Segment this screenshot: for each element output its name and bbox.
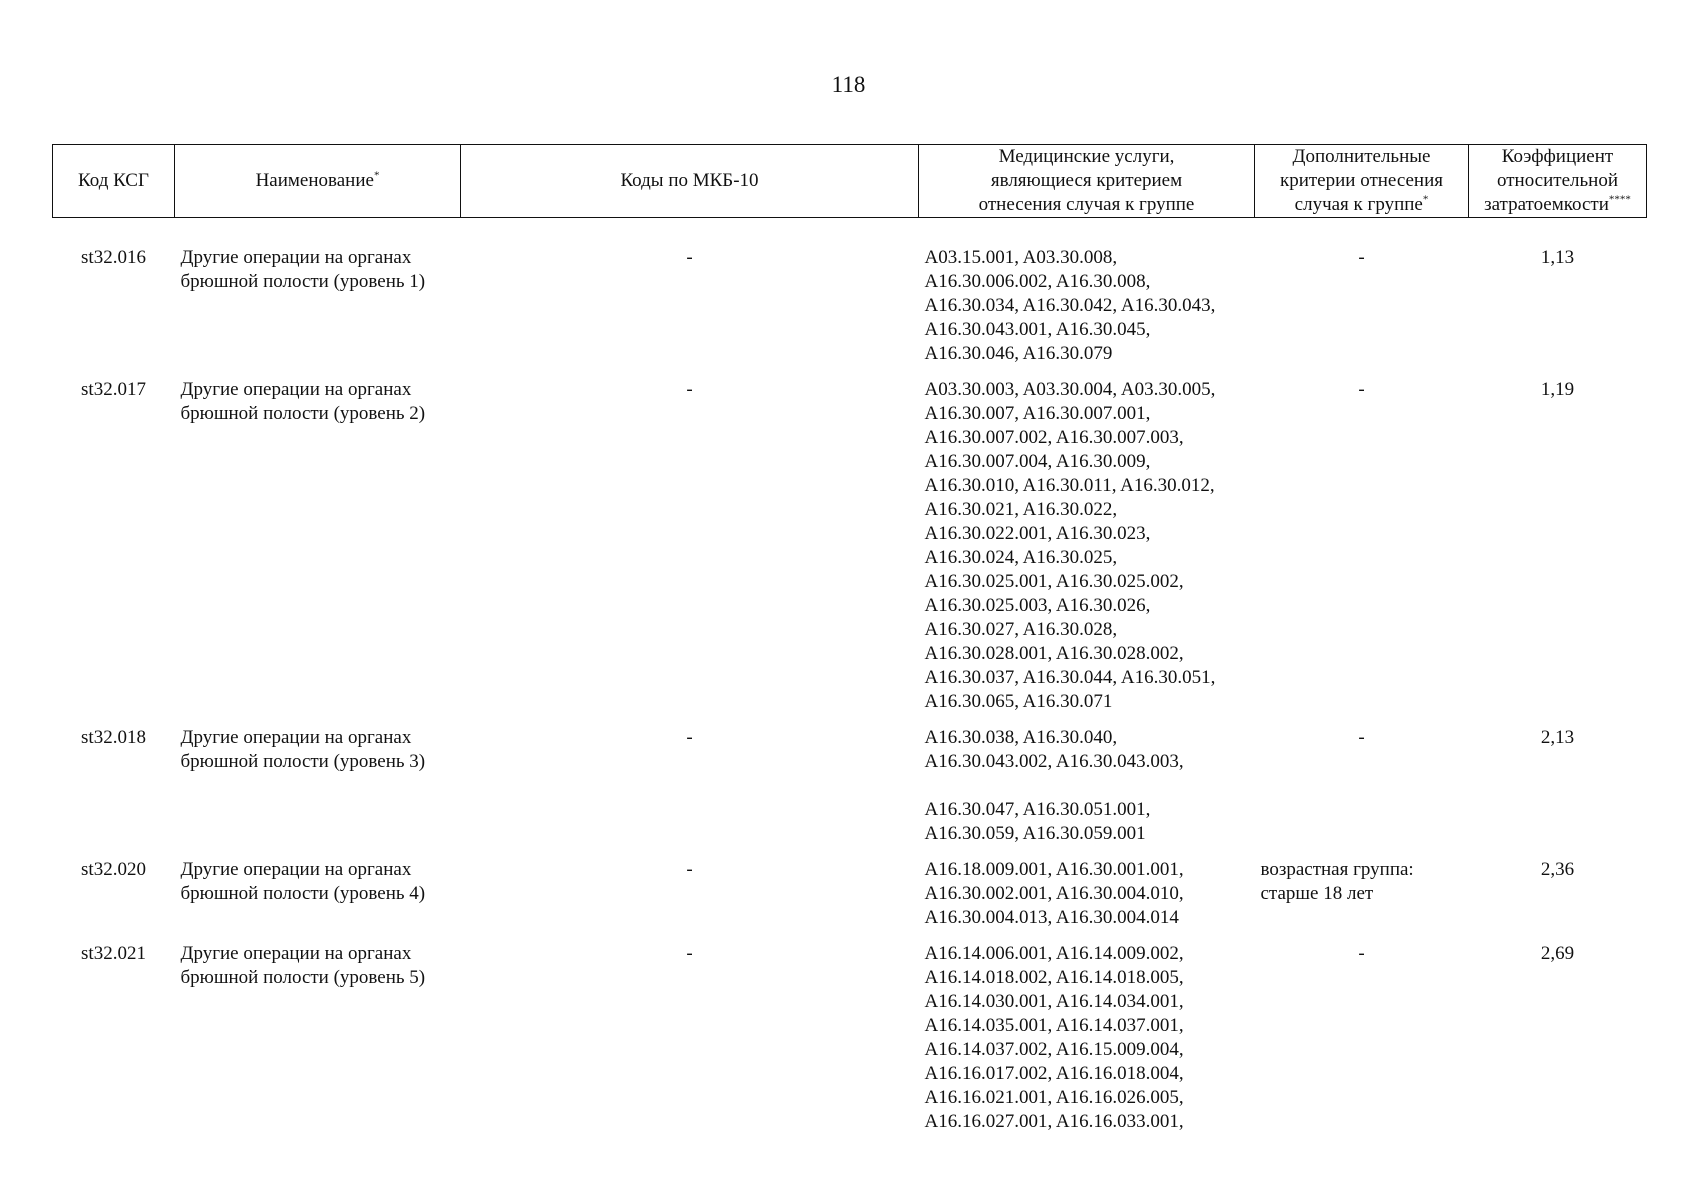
- mkb-codes: -: [686, 247, 693, 268]
- table-row: [53, 246, 1647, 378]
- ksg-code: st32.020: [81, 859, 146, 880]
- footnote-mark: *: [373, 169, 380, 182]
- mkb-codes: -: [686, 859, 693, 880]
- additional-criteria: -: [1358, 943, 1365, 964]
- medical-services: A03.30.003, A03.30.004, A03.30.005, A16.30.007, A16.30.007.001, A16.30.007.002, A16.30.007.003, A16.30.007.004, A16.30.009, A16.30.010, A16.30.011, A16.30.012, A16.30.021, A16.30.022, A16.30.022.001, A16.30.023, A16.30.024, A16.30.025, A16.30.025.001, A16.30.025.002, A16.30.025.003, A16.30.026, A16.30.027, A16.30.028, A16.30.028.001, A16.30.028.002, A16.30.037, A16.30.044, A16.30.051, A16.30.065, A16.30.071: [924, 379, 1216, 712]
- header-name: Наименование*: [175, 145, 461, 218]
- cost-coefficient: 2,36: [1540, 859, 1575, 880]
- table-body: [53, 218, 1647, 1147]
- header-mkb: Коды по МКБ-10: [461, 145, 919, 218]
- medical-services: A03.15.001, A03.30.008, A16.30.006.002, A16.30.008, A16.30.034, A16.30.042, A16.30.043, A16.30.043.001, A16.30.045, A16.30.046, A16.30.079: [924, 247, 1216, 364]
- table-row: [53, 726, 1647, 858]
- mkb-codes: -: [686, 727, 693, 748]
- additional-criteria: возрастная группа: старше 18 лет: [1260, 859, 1414, 904]
- header-code: Код КСГ: [53, 145, 175, 218]
- ksg-code: st32.016: [81, 247, 146, 268]
- ksg-code: st32.018: [81, 727, 146, 748]
- header-services: Медицинские услуги, являющиеся критерием отнесения случая к группе: [919, 145, 1255, 218]
- header-criteria: Дополнительные критерии отнесения случая к группе*: [1255, 145, 1469, 218]
- mkb-codes: -: [686, 943, 693, 964]
- page-number: 118: [831, 72, 866, 97]
- ksg-code: st32.017: [81, 379, 146, 400]
- ksg-name: Другие операции на органах брюшной полости (уровень 1): [180, 247, 426, 292]
- medical-services: A16.18.009.001, A16.30.001.001, A16.30.002.001, A16.30.004.010, A16.30.004.013, A16.30.004.014: [924, 859, 1184, 928]
- ksg-table: [52, 144, 1647, 1146]
- ksg-name: Другие операции на органах брюшной полости (уровень 2): [180, 379, 426, 424]
- ksg-name: Другие операции на органах брюшной полости (уровень 3): [180, 727, 426, 772]
- ksg-code: st32.021: [81, 943, 146, 964]
- cost-coefficient: 1,13: [1540, 247, 1575, 268]
- mkb-codes: -: [686, 379, 693, 400]
- table-row: [53, 378, 1647, 726]
- cost-coefficient: 1,19: [1540, 379, 1575, 400]
- footnote-mark: *: [1422, 193, 1429, 206]
- cost-coefficient: 2,69: [1540, 943, 1575, 964]
- header-coefficient: Коэффициент относительной затратоемкости****: [1469, 145, 1647, 218]
- medical-services: A16.14.006.001, A16.14.009.002, A16.14.018.002, A16.14.018.005, A16.14.030.001, A16.14.034.001, A16.14.035.001, A16.14.037.001, A16.14.037.002, A16.15.009.004, A16.16.017.002, A16.16.018.004, A16.16.021.001, A16.16.026.005, A16.16.027.001, A16.16.033.001,: [924, 943, 1184, 1132]
- cost-coefficient: 2,13: [1540, 727, 1575, 748]
- footnote-mark: ****: [1608, 193, 1631, 206]
- table-header: [53, 145, 1647, 218]
- ksg-name: Другие операции на органах брюшной полости (уровень 5): [180, 943, 426, 988]
- additional-criteria: -: [1358, 247, 1365, 268]
- ksg-name: Другие операции на органах брюшной полости (уровень 4): [180, 859, 426, 904]
- additional-criteria: -: [1358, 727, 1365, 748]
- additional-criteria: -: [1358, 379, 1365, 400]
- table-row: [53, 858, 1647, 942]
- medical-services: A16.30.038, A16.30.040, A16.30.043.002, A16.30.043.003, A16.30.047, A16.30.051.001, A16.30.059, A16.30.059.001: [924, 727, 1184, 844]
- table-row: [53, 942, 1647, 1146]
